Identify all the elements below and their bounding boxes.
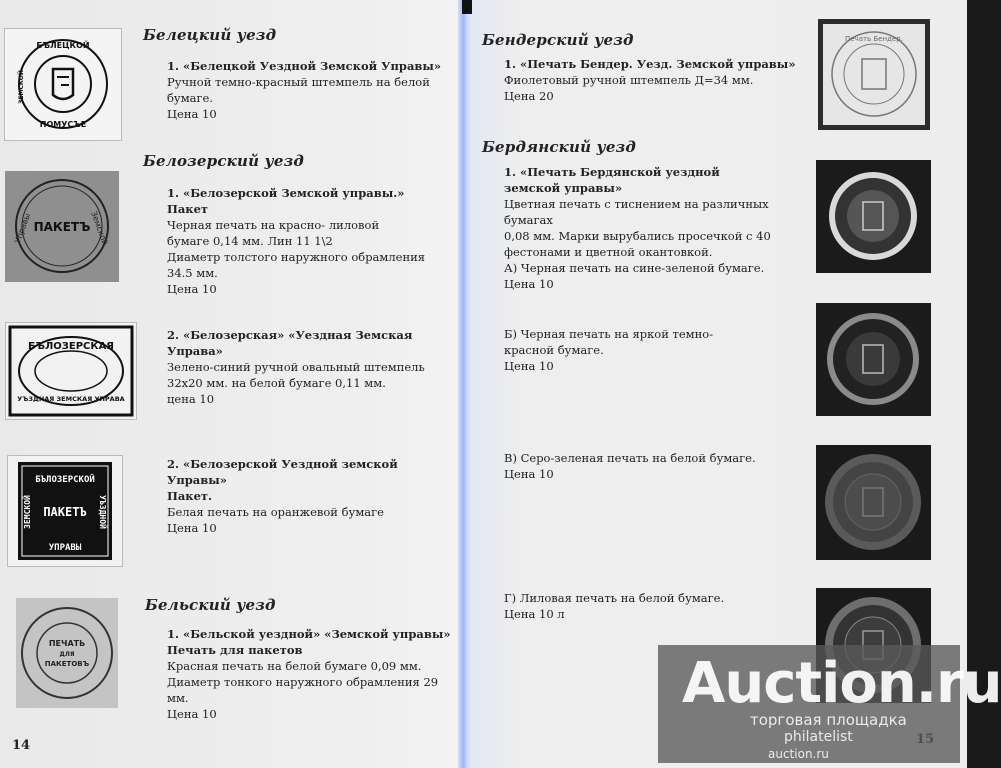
stamp-image [818,19,930,130]
stamp-image [816,445,931,560]
svg-text:ПОМУСЪЕ: ПОМУСЪЕ [39,120,87,129]
section-heading: Бердянский уезд [482,138,636,156]
entry-price: Цена 10 [504,467,554,481]
entry-variant: Г) Лиловая печать на белой бумаге. [504,591,725,605]
entry-price: Цена 10 [167,107,217,121]
catalog-entry [504,56,804,104]
svg-text:ПАКЕТЪ: ПАКЕТЪ [43,505,87,519]
svg-text:УПРАВЫ: УПРАВЫ [48,543,82,553]
entry-line: Фиолетовый ручной штемпель Д=34 мм. [504,73,754,87]
entry-title: 1. «Бельской уездной» «Земской управы» [167,627,451,641]
watermark-tagline: торговая площадка [750,711,907,729]
svg-text:Управы: Управы [13,211,33,245]
stamp-image [5,171,119,282]
entry-line: Красная печать на белой бумаге 0,09 мм. [167,659,422,673]
entry-line: 34.5 мм. [167,266,218,280]
entry-price: Цена 10 [167,707,217,721]
entry-variant: В) Серо-зеленая печать на белой бумаге. [504,451,756,465]
entry-title-cont: земской управы» [504,181,623,195]
stamp-image [816,303,931,416]
entry-line: Черная печать на красно- лиловой [167,218,380,232]
entry-subtitle: Пакет. [167,489,213,503]
watermark-brand: Auction.ru [682,651,1001,716]
catalog-entry [504,590,804,622]
section-heading: Бельский уезд [145,596,276,614]
entry-line: Белая печать на оранжевой бумаге [167,505,384,519]
section-heading: Бендерский уезд [482,31,634,49]
catalog-entry [167,456,452,536]
auction-watermark [658,645,1001,763]
entry-title: 1. «Печать Бендер. Уезд. Земской управы» [504,57,796,71]
svg-text:Печать Бендер.: Печать Бендер. [845,35,903,43]
stamp-image [5,322,137,420]
entry-title: 1. «Белецкой Уездной Земской Управы» [167,59,442,73]
stamp-image [816,160,931,273]
entry-price: цена 10 [167,392,215,406]
svg-text:УЪЗДНОЙ: УЪЗДНОЙ [98,495,107,529]
svg-text:ДЛЯ: ДЛЯ [59,651,75,658]
svg-text:ПЕЧАТЬ: ПЕЧАТЬ [48,639,86,648]
entry-line: фестонами и цветной окантовкой. [504,245,713,259]
entry-line: Цветная печать с тиснением на различных бумагах [504,197,769,227]
watermark-sub: philatelist [784,729,853,745]
entry-price: Цена 10 [504,277,554,291]
page-number: 14 [12,738,31,753]
catalog-entry [504,164,814,292]
entry-variant: красной бумаге. [504,343,604,357]
entry-price: Цена 10 [167,282,217,296]
entry-title: 2. «Белозерской Уездной земской Управы» [167,457,398,487]
entry-price: Цена 10 [167,521,217,535]
entry-variant: Б) Черная печать на яркой темно- [504,327,714,341]
svg-text:БЪЛЕЦКОЙ: БЪЛЕЦКОЙ [36,41,90,50]
svg-text:БЪЛОЗЕРСКАЯ: БЪЛОЗЕРСКАЯ [27,341,115,352]
svg-text:ПАКЕТЪ: ПАКЕТЪ [33,220,91,234]
entry-line: бумаге. [167,91,213,105]
entry-price: Цена 10 [504,359,554,373]
entry-line: Диаметр толстого наружного обрамления [167,250,426,264]
entry-price: Цена 10 л [504,607,565,621]
catalog-entry [504,450,804,482]
svg-text:БЪЛОЗЕРСКОЙ: БЪЛОЗЕРСКОЙ [35,475,95,485]
entry-line: Диаметр тонкого наружного обрамления 29 мм. [167,675,439,705]
stamp-image [4,28,122,141]
section-heading: Белецкий уезд [143,26,277,44]
book-spine [458,0,472,768]
catalog-entry [167,58,447,122]
svg-text:УЪЗДНАЯ ЗЕМСКАЯ УПРАВА: УЪЗДНАЯ ЗЕМСКАЯ УПРАВА [17,395,125,403]
entry-title: 2. «Белозерская» «Уездная Земская Управа» [167,328,413,358]
entry-title: 1. «Белозерской Земской управы.» [167,186,405,200]
entry-price: Цена 20 [504,89,554,103]
watermark-url: auction.ru [768,747,829,761]
entry-line: бумаге 0,14 мм. Лин 11 1\2 [167,234,333,248]
catalog-entry [504,326,804,374]
left-page [0,0,458,768]
entry-variant: А) Черная печать на сине-зеленой бумаге. [504,261,765,275]
entry-subtitle: Пакет [167,202,209,216]
entry-line: Ручной темно-красный штемпель на белой [167,75,430,89]
entry-line: 32х20 мм. на белой бумаге 0,11 мм. [167,376,386,390]
svg-text:ПАКЕТОВЪ: ПАКЕТОВЪ [44,660,90,668]
stamp-image [7,455,123,567]
section-heading: Белозерский уезд [143,152,304,170]
catalog-entry [167,327,452,407]
entry-title: 1. «Печать Бердянской уездной [504,165,720,179]
catalog-entry [167,185,452,297]
svg-text:ЗЕМСКОЙ: ЗЕМСКОЙ [23,495,32,529]
svg-text:Земской: Земской [89,209,110,247]
entry-subtitle: Печать для пакетов [167,643,303,657]
svg-text:ЗЕМСКОЙ: ЗЕМСКОЙ [18,70,25,104]
catalog-entry [167,626,452,722]
entry-line: 0,08 мм. Марки вырубались просечкой с 40 [504,229,771,243]
stamp-image [16,598,118,708]
entry-line: Зелено-синий ручной овальный штемпель [167,360,425,374]
